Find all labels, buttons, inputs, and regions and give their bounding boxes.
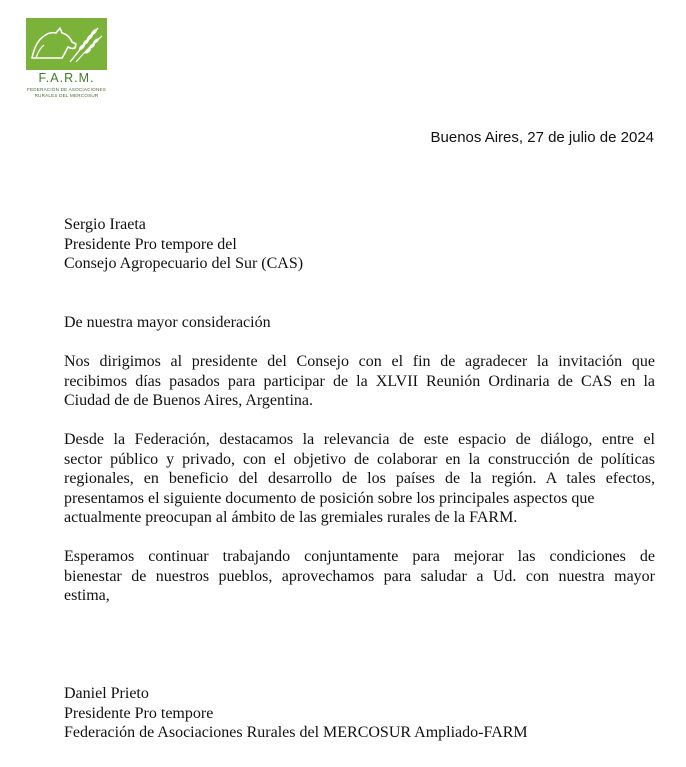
salutation [64, 313, 655, 333]
recipient-position: Presidente Pro tempore del [64, 235, 237, 253]
logo-subtitle-line1: FEDERACIÓN DE ASOCIACIONES [27, 87, 106, 92]
paragraph-line: Desde la Federación, destacamos la relevancia de este espacio de diálogo, entre el [64, 431, 655, 448]
farm-logo [26, 18, 107, 98]
salutation-text: De nuestra mayor consideración [64, 314, 271, 331]
paragraph-line: presentamos el siguiente documento de posición sobre los principales aspectos que [64, 489, 595, 507]
logo-acronym: F.A.R.M. [38, 71, 95, 85]
paragraph-line: estima, [64, 587, 110, 605]
paragraph-1 [64, 352, 655, 411]
paragraph-line: bienestar de nuestros pueblos, aprovechamos para saludar a Ud. con nuestra mayor [64, 567, 655, 585]
signature-name: Daniel Prieto [64, 685, 149, 702]
letter-date: Buenos Aires, 27 de julio de 2024 [430, 129, 654, 146]
recipient-block [64, 215, 655, 274]
logo-subtitle-line2: RURALES DEL MERCOSUR [34, 93, 99, 98]
cow-and-wheat-icon [26, 18, 107, 70]
paragraph-line: Ciudad de de Buenos Aires, Argentina. [64, 392, 313, 410]
paragraph-line: actualmente preocupan al ámbito de las gremiales rurales de la FARM. [64, 509, 518, 527]
farm-logo-emblem [26, 18, 107, 70]
recipient-name: Sergio Iraeta [64, 216, 146, 233]
signature-position: Presidente Pro tempore [64, 704, 214, 722]
paragraph-2 [64, 430, 655, 528]
paragraph-line: regionales, en beneficio del desarrollo de los países de la región. A tales efectos, [64, 470, 655, 488]
signature-block [64, 684, 655, 743]
paragraph-3 [64, 547, 655, 606]
recipient-organization: Consejo Agropecuario del Sur (CAS) [64, 255, 304, 273]
paragraph-line: Nos dirigimos al presidente del Consejo con el fin de agradecer la invitación que [64, 353, 655, 370]
paragraph-line: Esperamos continuar trabajando conjuntamente para mejorar las condiciones de [64, 548, 655, 565]
paragraph-line: sector público y privado, con el objetivo de colaborar en la construcción de políticas [64, 450, 655, 468]
signature-organization: Federación de Asociaciones Rurales del MERCOSUR Ampliado-FARM [64, 724, 528, 742]
paragraph-line: recibimos días pasados para participar de la XLVII Reunión Ordinaria de CAS en la [64, 372, 655, 390]
